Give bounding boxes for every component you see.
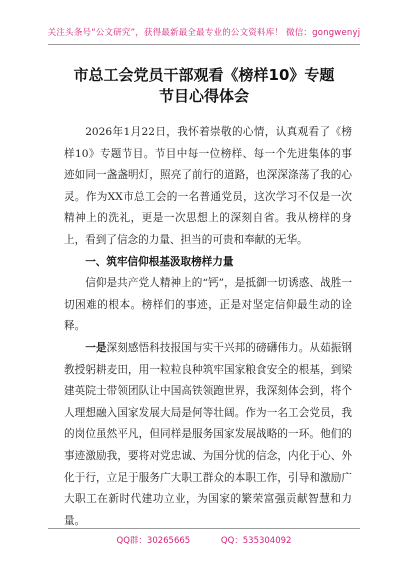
paragraph-intro: 2026年1月22日，我怀着崇敬的心情，认真观看了《榜样10》专题节目。节目中每一位榜样、每一个先进集体的事迹如同一盏盏明灯，照亮了前行的道路，也深深涤荡了我的心灵。作为XX市总工会的一名普通党员，这次学习不仅是一次精神上的洗礼，更是一次思想上的深刻自省。我从榜样的身上，看到了信念的力量、担当的可贵和奉献的无华。 [64,126,352,246]
qq-contact: QQ：535304092 [220,536,292,546]
point-text: 深刻感悟科技报国与实干兴邦的磅礴伟力。从茹振钢教授躬耕麦田，用一粒粒良种筑牢国家粮食安全的根基，到梁建英院士带领团队让中国高铁领跑世界，我深刻体会到，将个人理想融入国家发展大局是何等壮阔。作为一名工会党员，我的岗位虽然平凡，但同样是服务国家发展战略的一环。他们的事迹激励我，要将对党忠诚、为国分忧的信念，内化于心、外化于行，立足于服务广大职工群众的本职工作，引导和激励广大职工在新时代建功立业，为国家的繁荣富强贡献智慧和力量。 [64,341,353,527]
paragraph-faith: 信仰是共产党人精神上的“钙”，是抵御一切诱惑、战胜一切困难的根本。榜样们的事迹，正是对坚定信仰最生动的诠释。 [64,277,352,333]
header-divider [48,44,360,45]
point-lead: 一是 [85,341,107,354]
title-line-2: 节目心得体会 [158,87,249,105]
footer-divider [48,528,360,529]
document-title [40,65,368,107]
title-line-1: 市总工会党员干部观看《榜样10》专题 [73,66,335,84]
top-banner: 关注头条号“公文研究”，获得最新最全最专业的公文资料库！ 微信：gongwenyj [47,28,361,38]
paragraph-first-point [64,338,352,532]
qq-group: QQ群：30265665 [116,536,191,546]
document-body [64,122,352,532]
section-heading-1: 一、筑牢信仰根基汲取榜样力量 [85,255,234,268]
footer [0,534,408,546]
